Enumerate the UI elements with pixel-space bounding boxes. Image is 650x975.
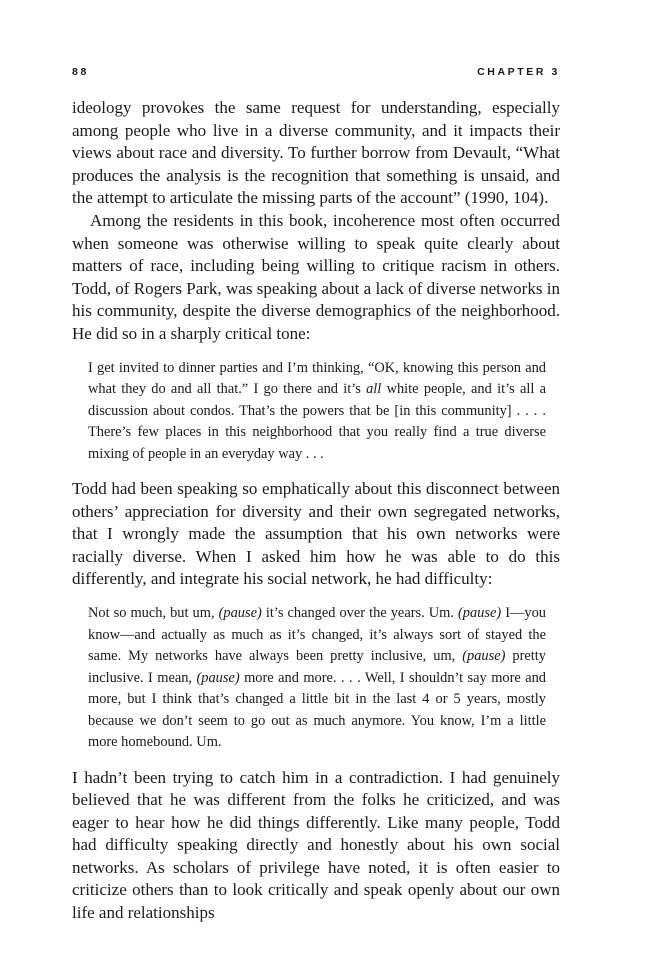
block-quote-text: I get invited to dinner parties and I’m thinking, “OK, knowing this person and what they do and all that.” I go there and it’s all white people, and it’s all a discussion about condos. That’s the powers that be [in this community] . . . . There’s few places in this neighborhood that you really find a true diverse mixing of people in an everyday way . . . (88, 359, 546, 462)
emphasis: all (366, 381, 382, 398)
chapter-label: CHAPTER 3 (477, 66, 560, 78)
running-header (72, 66, 560, 84)
body-paragraph: ideology provokes the same request for understanding, especially among people who live in a diverse community, and it impacts their views about race and diversity. To further borrow from Devault, “What produces the analysis is the recognition that something is unsaid, and the attempt to articulate the missing parts of the account” (1990, 104). (72, 98, 560, 208)
page-number: 88 (72, 66, 89, 78)
emphasis: (pause) (218, 605, 262, 621)
page-body (72, 97, 560, 925)
body-paragraph: Among the residents in this book, incoherence most often occurred when someone was otherwise willing to speak quite clearly about matters of race, including being willing to critique racism in others. Todd, of Rogers Park, was speaking about a lack of diverse networks in his community, despite the diverse demographics of the neighborhood. He did so in a sharply critical tone: (72, 210, 560, 343)
block-quote-text: Not so much, but um, (pause) it’s changed over the years. Um. (pause) I—you know—and actually as much as it’s changed, it’s always sort of stayed the same. My networks have always been pretty inclusive, um, (pause) pretty inclusive. I mean, (pause) more and more. . . . Well, I shouldn’t say more and more, but I think that’s changed a little bit in the last 4 or 5 years, mostly because we don’t seem to go out as much anymore. You know, I’m a little more homebound. Um. (88, 605, 546, 750)
emphasis: (pause) (458, 605, 502, 621)
emphasis: (pause) (196, 669, 240, 686)
body-paragraph: Todd had been speaking so emphatically about this disconnect between others’ appreciation for diversity and their own segregated networks, that I wrongly made the assumption that his own networks were racially diverse. When I asked him how he was able to do this differently, and integrate his social network, he had difficulty: (72, 479, 560, 589)
block-quote (88, 603, 546, 754)
body-paragraph: I hadn’t been trying to catch him in a contradiction. I had genuinely believed that he was different from the folks he criticized, and was eager to hear how he did things differently. Like many people, Todd had difficulty speaking directly and honestly about his own social networks. As scholars of privilege have noted, it is often easier to criticize others than to look critically and speak openly about our own life and relationships (72, 767, 560, 923)
emphasis: (pause) (462, 648, 506, 664)
block-quote (88, 358, 546, 466)
